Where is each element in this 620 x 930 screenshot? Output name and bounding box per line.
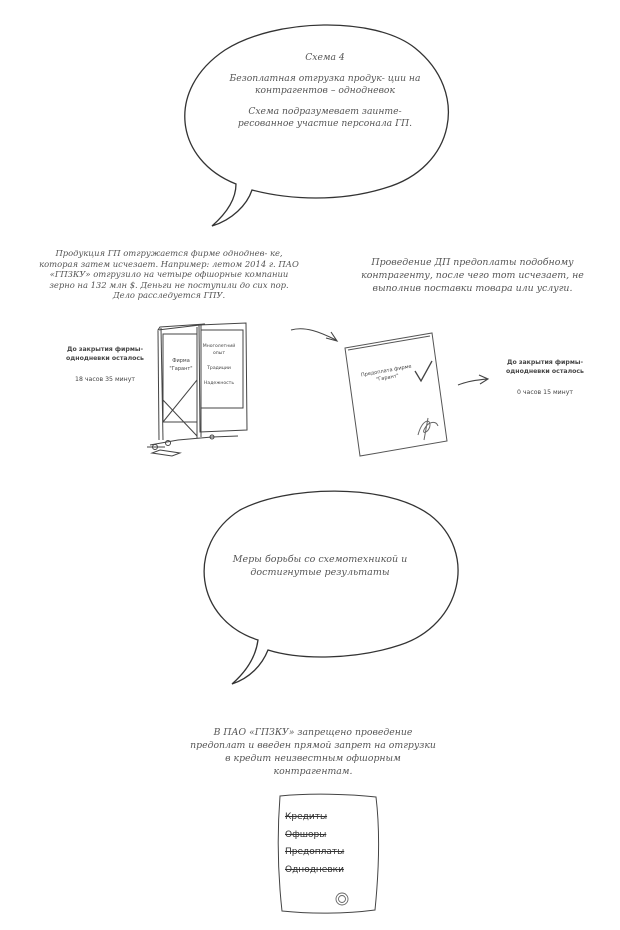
banner-item: Многолетний опыт xyxy=(202,344,236,356)
speech-bubble-bottom xyxy=(204,491,458,684)
left-description: Продукция ГП отгружается фирме одноднев- ке, которая затем исчезает. Например: летом 2014 г. ПАО «ГПЗКУ» отгрузило на четыре офшорные компании зерно на 132 млн $. Деньги не поступили до сих пор. Дело расследуется ГПУ. xyxy=(39,248,299,300)
crossed-list xyxy=(285,809,385,879)
timer-right-label: До закрытия фирмы-однодневки осталось xyxy=(506,359,584,375)
signature-icon xyxy=(418,418,438,440)
crossed-item: Однодневки xyxy=(285,864,344,875)
arrow-to-timer xyxy=(458,375,488,385)
right-description: Проведение ДП предоплаты подобному контрагенту, после чего тот исчезает, не выполнив поставки товара или услуги. xyxy=(361,257,584,294)
crossed-item: Офшоры xyxy=(285,829,327,840)
arrow-to-document xyxy=(291,329,337,341)
timer-left-time: 18 часов 35 минут xyxy=(75,376,135,383)
bubble-top-text xyxy=(225,52,425,139)
document-label: Предоплата фирме "Гарант" xyxy=(360,363,413,383)
prepayment-document xyxy=(345,333,447,456)
banner-list xyxy=(199,343,239,395)
scheme-title: Схема 4 xyxy=(305,52,345,63)
timer-left-label: До закрытия фирмы-однодневки осталось xyxy=(66,346,144,362)
bubble-bottom-text: Меры борьбы со схемотехникой и достигнутые результаты xyxy=(232,554,408,578)
stamp-icon xyxy=(336,893,348,905)
scheme-heading: Безоплатная отгрузка продук- ции на контрагентов – однодневок xyxy=(229,73,421,96)
crossed-item: Кредиты xyxy=(285,812,328,822)
banner-item: Традиции xyxy=(207,366,231,371)
timer-left xyxy=(50,345,160,384)
bottom-description: В ПАО «ГПЗКУ» запрещено проведение предоплат и введен прямой запрет на отгрузки в кредит неизвестным офшорным контрагентам. xyxy=(190,727,436,777)
timer-right xyxy=(490,358,600,397)
timer-right-time: 0 часов 15 минут xyxy=(517,389,573,396)
scheme-note: Схема подразумевает заинте- ресованное участие персонала ГП. xyxy=(237,106,413,129)
crossed-item: Предоплаты xyxy=(285,847,345,857)
banner-item: Надежность xyxy=(203,381,235,386)
banner-firm-name: Фирма "Гарант" xyxy=(169,358,193,372)
